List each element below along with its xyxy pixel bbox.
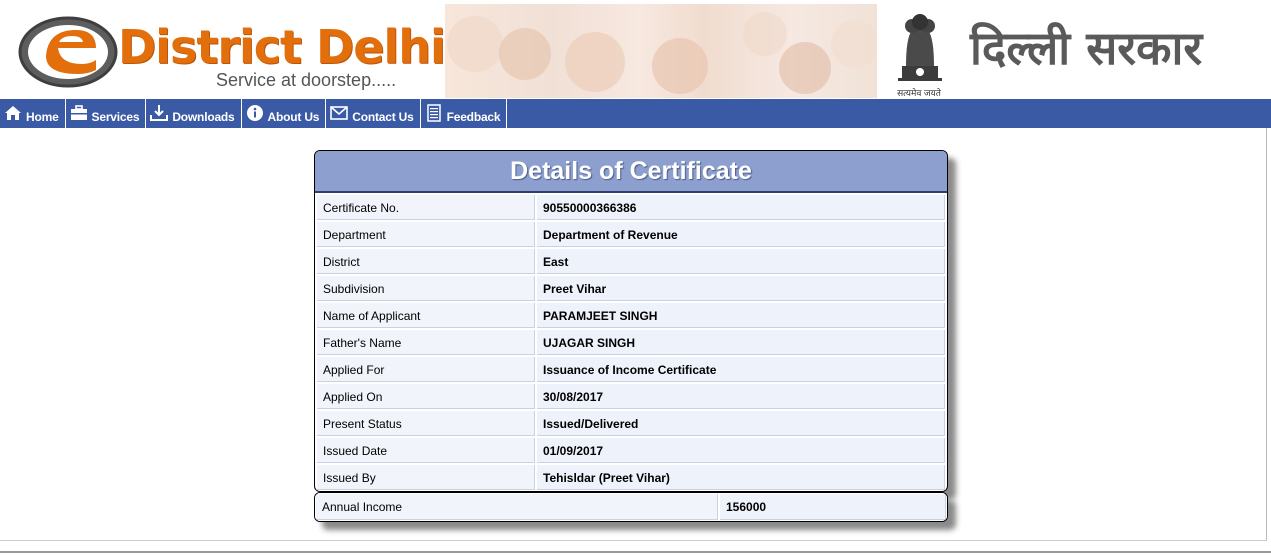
row-label: District (316, 248, 536, 275)
row-label: Issued By (316, 464, 536, 491)
people-banner-icon (445, 4, 877, 98)
row-value: PARAMJEET SINGH (536, 302, 946, 329)
nav-about-us-label: About Us (267, 109, 320, 124)
main-nav (0, 99, 1271, 128)
table-row (316, 464, 946, 491)
table-row (316, 437, 946, 464)
row-label: Certificate No. (316, 194, 536, 221)
site-header (0, 0, 1271, 99)
document-icon (425, 104, 443, 122)
nav-home[interactable] (0, 99, 66, 128)
home-icon (4, 104, 22, 122)
nav-feedback[interactable] (421, 99, 508, 128)
nav-contact-us-label: Contact Us (352, 109, 414, 124)
annual-income-label: Annual Income (315, 493, 719, 521)
table-row (316, 329, 946, 356)
table-row (316, 356, 946, 383)
nav-downloads[interactable] (146, 99, 241, 128)
nav-services[interactable] (66, 99, 147, 128)
row-label: Applied For (316, 356, 536, 383)
row-value: Department of Revenue (536, 221, 946, 248)
row-value: UJAGAR SINGH (536, 329, 946, 356)
nav-feedback-label: Feedback (446, 109, 501, 124)
emblem-caption: सत्यमेव जयते (897, 88, 941, 98)
row-label: Present Status (316, 410, 536, 437)
e-logo-icon (16, 12, 120, 90)
footer-divider (0, 551, 1271, 553)
nav-contact-us[interactable] (326, 99, 420, 128)
table-row (316, 221, 946, 248)
nav-home-label: Home (26, 109, 59, 124)
table-row (316, 275, 946, 302)
row-label: Father's Name (316, 329, 536, 356)
certificate-details-card (314, 150, 948, 492)
briefcase-icon (70, 104, 88, 122)
logo-title: District Delhi (118, 20, 445, 74)
row-value: Issuance of Income Certificate (536, 356, 946, 383)
certificate-title: Details of Certificate (315, 151, 947, 193)
logo-tagline: Service at doorstep..... (216, 70, 397, 90)
table-row (316, 248, 946, 275)
row-value: Preet Vihar (536, 275, 946, 302)
delhi-sarkar-title: दिल्ली सरकार (970, 21, 1203, 75)
national-emblem-icon (888, 8, 952, 98)
table-row (316, 410, 946, 437)
row-value: 01/09/2017 (536, 437, 946, 464)
info-icon (246, 104, 264, 122)
annual-income-value: 156000 (719, 493, 947, 521)
download-icon (150, 104, 168, 122)
row-label: Department (316, 221, 536, 248)
row-value: Issued/Delivered (536, 410, 946, 437)
district-delhi-logo[interactable] (0, 0, 445, 99)
table-row (316, 302, 946, 329)
banner-photo (445, 4, 877, 98)
nav-about-us[interactable] (242, 99, 327, 128)
row-label: Subdivision (316, 275, 536, 302)
nav-services-label: Services (91, 109, 140, 124)
table-row (316, 194, 946, 221)
row-value: 90550000366386 (536, 194, 946, 221)
row-value: Tehisldar (Preet Vihar) (536, 464, 946, 491)
row-label: Issued Date (316, 437, 536, 464)
table-row (316, 383, 946, 410)
certificate-table (316, 194, 946, 491)
row-label: Name of Applicant (316, 302, 536, 329)
nav-downloads-label: Downloads (172, 109, 235, 124)
row-value: East (536, 248, 946, 275)
envelope-icon (330, 104, 348, 122)
annual-income-card (314, 492, 948, 522)
row-label: Applied On (316, 383, 536, 410)
row-value: 30/08/2017 (536, 383, 946, 410)
